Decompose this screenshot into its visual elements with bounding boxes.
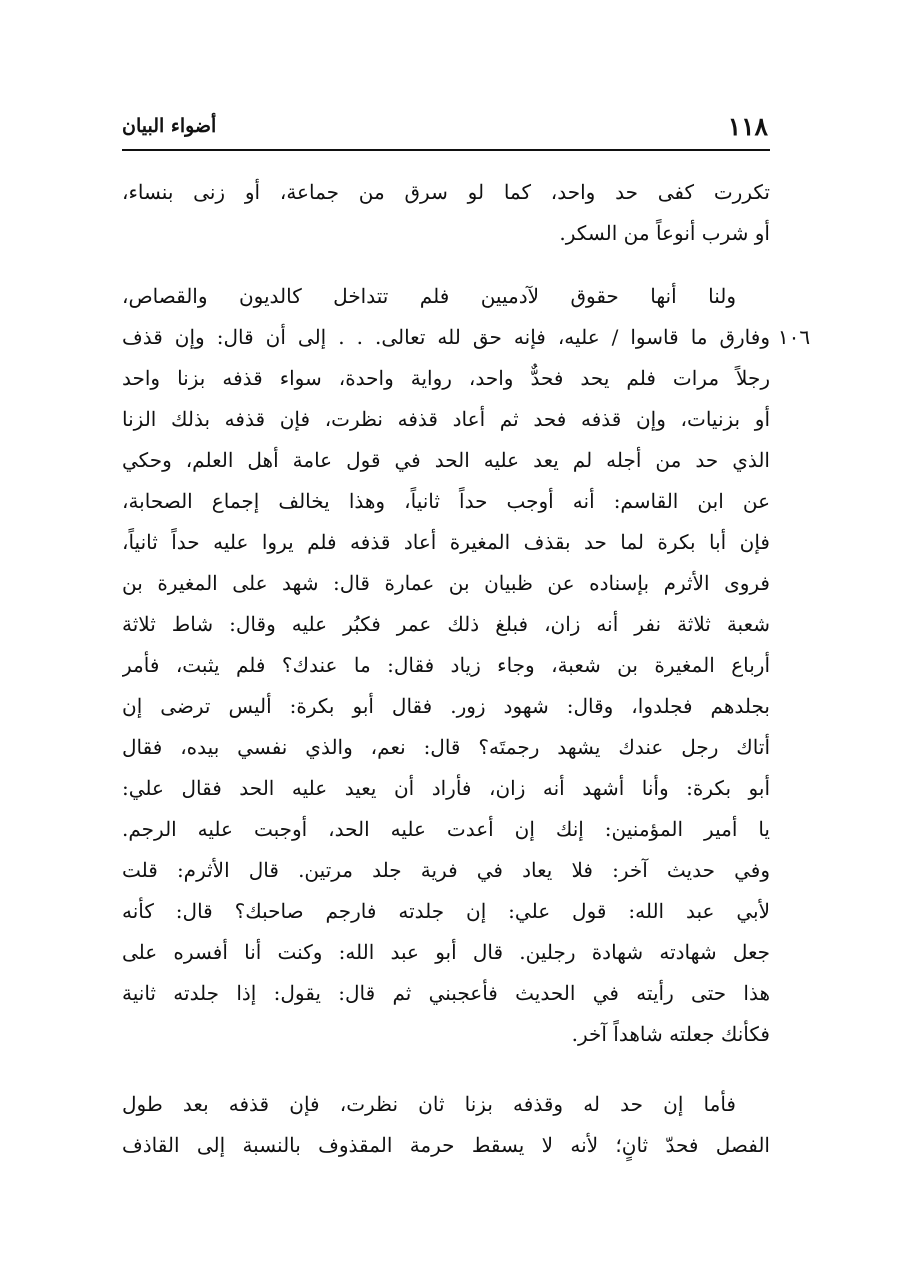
text-line: جعل شهادته شهادة رجلين. قال أبو عبد الله: وكنت أنا أفسره على bbox=[122, 940, 770, 964]
text-line: أتاك رجل عندك يشهد رجمتَه؟ قال: نعم، والذي نفسي بيده، فقال bbox=[122, 735, 770, 759]
text-line: وفي حديث آخر: فلا يعاد في فرية جلد مرتين. قال الأثرم: قلت bbox=[122, 858, 770, 882]
text-line: ولنا أنها حقوق لآدميين فلم تتداخل كالديون والقصاص، bbox=[122, 284, 736, 308]
paragraph-1 bbox=[122, 172, 770, 254]
text-line: بجلدهم فجلدوا، وقال: شهود زور. فقال أبو بكرة: أليس ترضى إن bbox=[122, 694, 770, 718]
page-number: ١١٨ bbox=[727, 111, 768, 141]
text-line: الفصل فحدّ ثانٍ؛ لأنه لا يسقط حرمة المقذوف بالنسبة إلى القاذف bbox=[122, 1133, 770, 1157]
text-line: عن ابن القاسم: أنه أوجب حداً ثانياً، وهذا يخالف إجماع الصحابة، bbox=[122, 489, 770, 513]
text-line: فروى الأثرم بإسناده عن ظبيان بن عمارة قال: شهد على المغيرة بن bbox=[122, 571, 770, 595]
header-divider bbox=[122, 149, 770, 151]
paragraph-2 bbox=[122, 276, 770, 1055]
paragraph-3 bbox=[122, 1084, 770, 1166]
text-line: فإن أبا بكرة لما حد بقذف المغيرة أعاد قذفه فلم يروا عليه حداً ثانياً، bbox=[122, 530, 770, 554]
text-line: شعبة ثلاثة نفر أنه زان، فبلغ ذلك عمر فكبُر عليه وقال: شاط ثلاثة bbox=[122, 612, 770, 636]
page-header bbox=[122, 108, 768, 144]
text-line: أو بزنيات، وإن قذفه فحد ثم أعاد قذفه نظرت، فإن قذفه بذلك الزنا bbox=[122, 407, 770, 431]
text-line: فأما إن حد له وقذفه بزنا ثان نظرت، فإن قذفه بعد طول bbox=[122, 1092, 736, 1116]
text-line: الذي حد من أجله لم يعد عليه الحد في قول عامة أهل العلم، وحكي bbox=[122, 448, 770, 472]
margin-page-reference: ١٠٦ bbox=[777, 325, 811, 349]
text-line: يا أمير المؤمنين: إنك إن أعدت عليه الحد، أوجبت عليه الرجم. bbox=[122, 817, 770, 841]
text-line: أبو بكرة: وأنا أشهد أنه زان، فأراد أن يعيد عليه الحد فقال علي: bbox=[122, 776, 770, 800]
text-line: وفارق ما قاسوا / عليه، فإنه حق لله تعالى. . . إلى أن قال: وإن قذف bbox=[122, 325, 770, 349]
text-line: فكأنك جعلته شاهداً آخر. bbox=[571, 1022, 770, 1046]
text-line: رجلاً مرات فلم يحد فحدٌّ واحد، رواية واحدة، سواء قذفه بزنا واحد bbox=[122, 366, 770, 390]
text-line: أو شرب أنوعاً من السكر. bbox=[559, 221, 770, 245]
text-line: هذا حتى رأيته في الحديث فأعجبني ثم قال: يقول: إذا جلدته ثانية bbox=[122, 981, 770, 1005]
text-line: لأبي عبد الله: قول علي: إن جلدته فارجم صاحبك؟ قال: كأنه bbox=[122, 899, 770, 923]
text-line: تكررت كفى حد واحد، كما لو سرق من جماعة، أو زنى بنساء، bbox=[122, 180, 770, 204]
text-line: أرباع المغيرة بن شعبة، وجاء زياد فقال: ما عندك؟ فلم يثبت، فأمر bbox=[122, 653, 770, 677]
book-title: أضواء البيان bbox=[122, 115, 217, 137]
